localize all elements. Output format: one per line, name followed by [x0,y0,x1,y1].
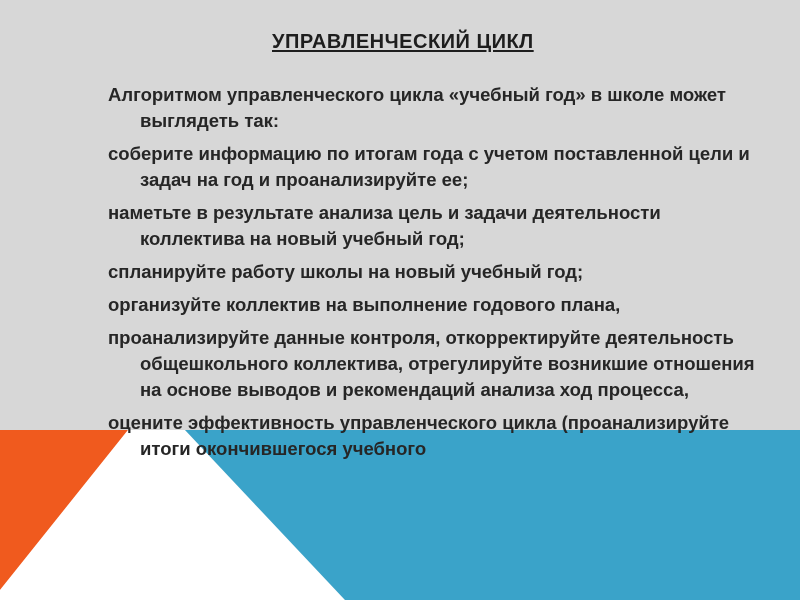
list-item: соберите информацию по итогам года с учетом поставленной цели и задач на год и проанализируйте ее; [108,143,750,190]
list-item: спланируйте работу школы на новый учебный год; [108,261,584,282]
body-list [108,82,768,469]
slide-title: УПРАВЛЕНЧЕСКИЙ ЦИКЛ [272,31,534,53]
list-item: оцените эффективность управленческого цикла (проанализируйте итоги окончившегося учебного [108,412,730,459]
list-item: Алгоритмом управленческого цикла «учебный год» в школе может выглядеть так: [108,84,726,131]
list-item: проанализируйте данные контроля, откорректируйте деятельность общешкольного коллектива, отрегулируйте возникшие отношения на основе выводов и рекомендаций анализа ход процесса, [108,327,755,400]
list-item: организуйте коллектив на выполнение годового плана, [108,294,621,315]
list-item: наметьте в результате анализа цель и задачи деятельности коллектива на новый учебный год; [108,202,661,249]
